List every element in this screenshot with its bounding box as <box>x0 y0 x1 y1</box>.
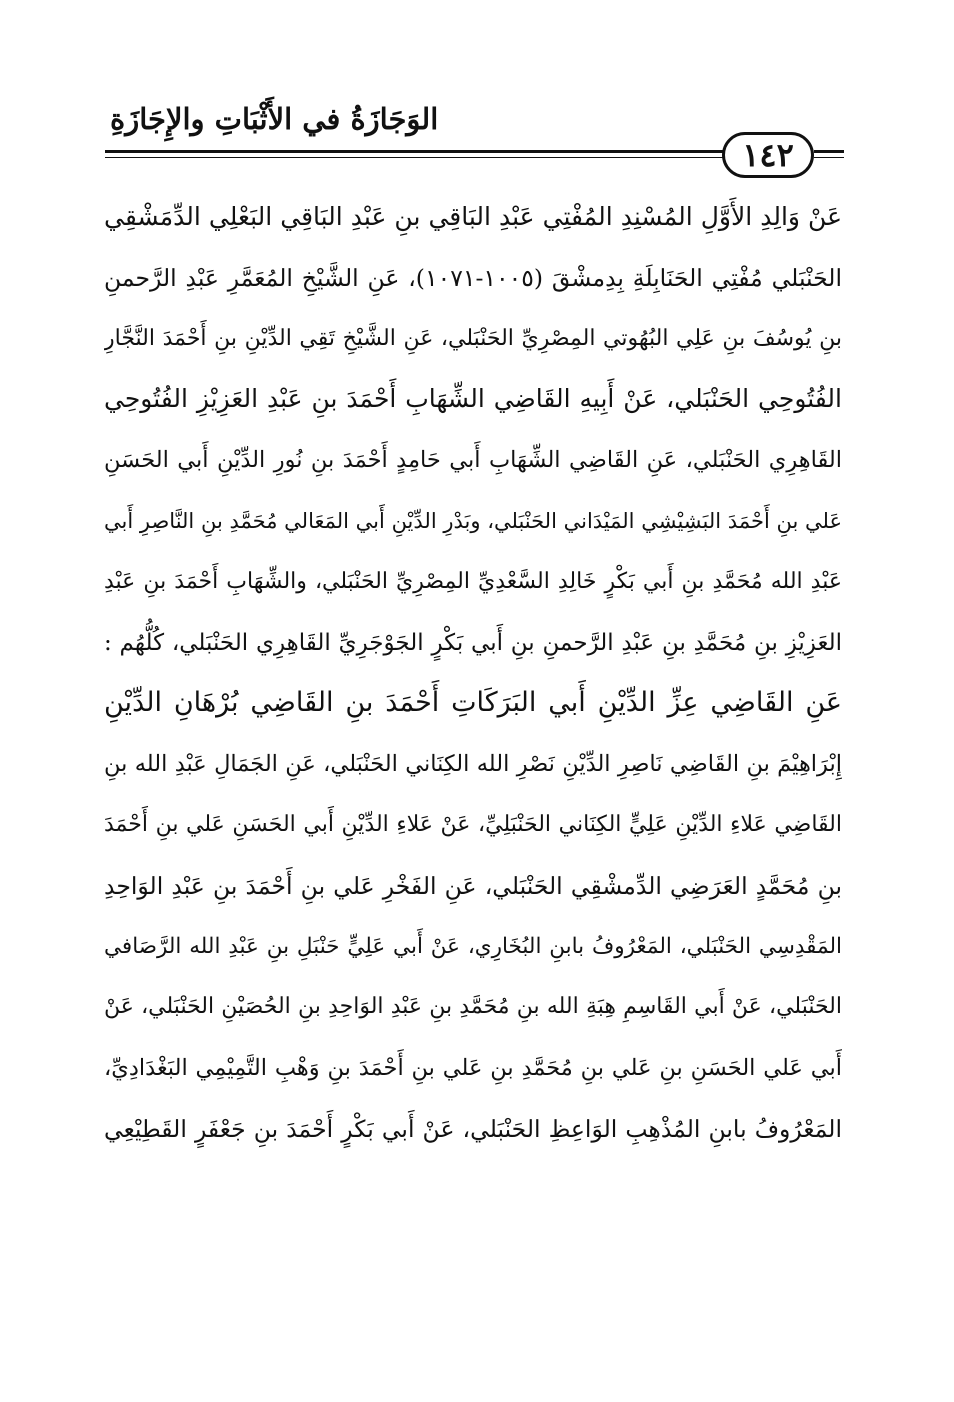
page-number: ١٤٢ <box>722 132 814 178</box>
text-line: القَاهِرِي الحَنْبَلي، عَنِ القَاضِي الشِّهَابِ أَبي حَامِدٍ أَحْمَدَ بنِ نُورِ الدِّيْنِ أَبي الحَسَنِ <box>104 447 842 474</box>
text-line: عَبْدِ الله مُحَمَّدِ بنِ أَبي بَكْرٍ خَالِدِ السَّعْدِيِّ المِصْرِيِّ الحَنْبَلي، والشِّهَابِ أَحْمَدَ بنِ عَبْدِ <box>104 568 842 594</box>
running-title: الوَجَازَةُ في الأَثْبَاتِ والإِجَازَةِ <box>110 102 439 136</box>
text-line: إِبْرَاهِيْمَ بنِ القَاضِي نَاصِرِ الدِّيْنِ نَصْرِ الله الكِنَاني الحَنْبَلي، عَنِ الجَمَالِ عَبْدِ الله بنِ <box>104 751 842 778</box>
text-line: عَلي بنِ أَحْمَدَ البَشِيْشِي المَيْدَاني الحَنْبَلي، وبَدْرِ الدِّيْنِ أَبي المَعَالي مُحَمَّدِ بنِ النَّاصِرِ أَبي <box>104 508 842 533</box>
text-line: أَبي عَلي الحَسَنِ بنِ عَلي بنِ مُحَمَّدِ بنِ عَلي بنِ أَحْمَدَ بنِ وَهْبِ التَّمِيْمِي البَغْدَادِيِّ، <box>104 1055 842 1082</box>
header-rule-end <box>814 150 844 153</box>
text-line: القَاضِي عَلاءِ الدِّيْنِ عَلِيٍّ الكِنَاني الحَنْبَلِيِّ، عَنْ عَلاءِ الدِّيْنِ أَبي الحَسَنِ عَلي بنِ أَحْمَدَ <box>104 811 842 837</box>
text-line: الفُتُوحِي الحَنْبَلي، عَنْ أَبِيهِ القَاضِي الشِّهَابِ أَحْمَدَ بنِ عَبْدِ العَزِيْزِ الفُتُوحِي <box>104 384 842 414</box>
header-rule-end-thin <box>814 157 844 158</box>
text-line: المَعْرُوفُ بابنِ المُذْهِبِ الوَاعِظِ الحَنْبَلي، عَنْ أَبي بَكْرٍ أَحْمَدَ بنِ جَعْفَرٍ القَطِيْعِي <box>104 1114 842 1143</box>
text-line: عَنِ القَاضِي عِزِّ الدِّيْنِ أَبي البَرَكَاتِ أَحْمَدَ بنِ القَاضِي بُرْهَانِ الدِّيْنِ <box>104 687 842 719</box>
text-line: العَزِيْزِ بنِ مُحَمَّدِ بنِ عَبْدِ الرَّحمنِ بنِ أَبي بَكْرٍ الجَوْجَرِيِّ القَاهِرِي الحَنْبَلي، كُلُّهُم : <box>104 629 842 656</box>
text-line: الحَنْبَلي، عَنْ أَبي القَاسِمِ هِبَةِ الله بنِ مُحَمَّدِ بنِ عَبْدِ الوَاحِدِ بنِ الحُصَيْنِ الحَنْبَلي، عَنْ <box>104 994 842 1020</box>
text-line: عَنْ وَالِدِ الأَوَّلِ المُسْنِدِ المُفْتِي عَبْدِ البَاقِي بنِ عَبْدِ البَاقِي البَعْلِي الدِّمَشْقِي <box>104 202 842 231</box>
text-line: بنِ يُوسُفَ بنِ عَلِي البُهُوتي المِصْرِيِّ الحَنْبَلي، عَنِ الشَّيْخِ تَقِي الدِّيْنِ بنِ أَحْمَدَ النَّجَّارِ <box>104 325 842 351</box>
body-text <box>104 187 842 1160</box>
text-line: بنِ مُحَمَّدٍ العَرَضِي الدِّمشْقِي الحَنْبَلي، عَنِ الفَخْرِ عَلي بنِ أَحْمَدَ بنِ عَبْدِ الوَاحِدِ <box>104 871 842 900</box>
header-rule <box>105 150 725 153</box>
text-line: المَقْدِسِي الحَنْبَلي، المَعْرُوفُ بابنِ البُخَارِي، عَنْ أَبي عَلِيٍّ حَنْبَلِ بنِ عَبْدِ الله الرَّصَافي <box>104 933 842 959</box>
text-line: الحَنْبَلي مُفْتِي الحَنَابِلَةِ بِدِمشْقَ (١٠٠٥-١٠٧١)، عَنِ الشَّيْخِ المُعَمَّرِ عَبْدِ الرَّحمنِ <box>104 263 842 292</box>
header-rule-thin <box>105 157 725 158</box>
